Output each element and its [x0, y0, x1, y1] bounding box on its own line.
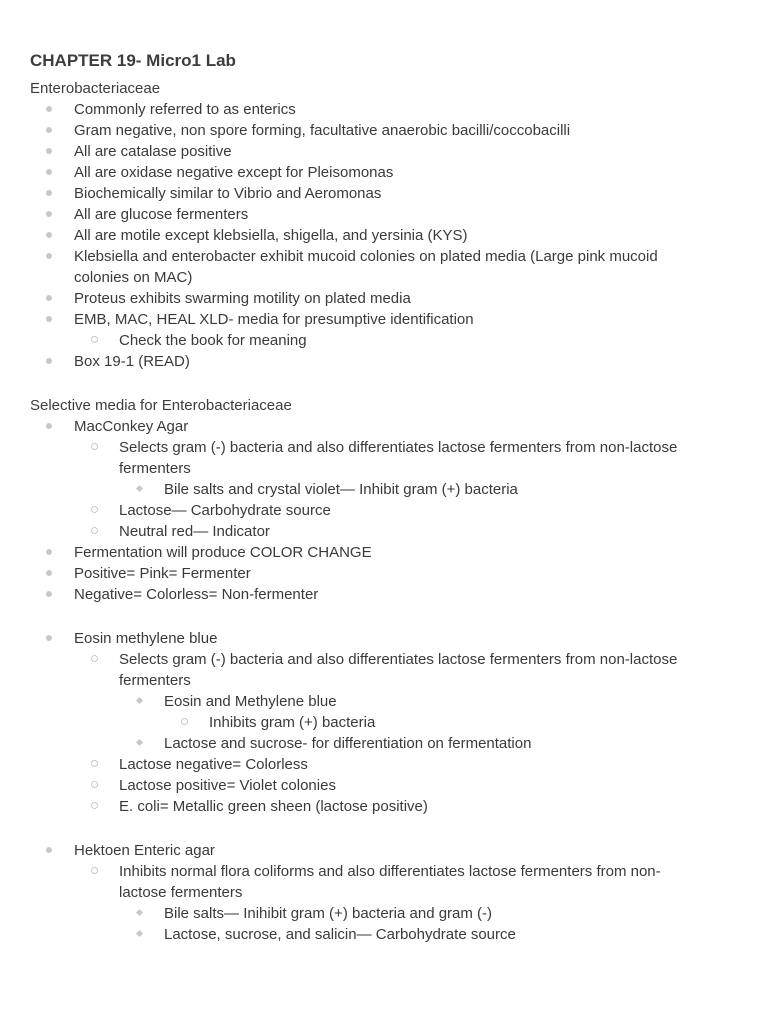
diamond-bullet-icon — [136, 739, 143, 746]
hollow-bullet-icon — [91, 336, 98, 343]
list-item: Klebsiella and enterobacter exhibit mucoid colonies on plated media (Large pink mucoid colonies on MAC) — [30, 246, 738, 288]
bullet-icon — [46, 211, 52, 217]
hollow-bullet-icon — [91, 655, 98, 662]
list-item: Gram negative, non spore forming, facultative anaerobic bacilli/coccobacilli — [30, 120, 738, 141]
bullet-icon — [46, 232, 52, 238]
list-item: All are glucose fermenters — [30, 204, 738, 225]
list-item-hektoen: Hektoen Enteric agar — [30, 840, 738, 861]
list-item-sub: Lactose positive= Violet colonies — [30, 775, 738, 796]
selective-media-list — [30, 416, 738, 605]
bullet-icon — [46, 169, 52, 175]
list-item: Negative= Colorless= Non-fermenter — [30, 584, 738, 605]
hollow-bullet-icon — [91, 781, 98, 788]
emb-list — [30, 628, 738, 817]
bullet-icon — [46, 253, 52, 259]
list-item-sub: Inhibits normal flora coliforms and also differentiates lactose fermenters from non-lactose fermenters — [30, 861, 738, 903]
list-item-sub: Lactose— Carbohydrate source — [30, 500, 738, 521]
list-item: All are motile except klebsiella, shigella, and yersinia (KYS) — [30, 225, 738, 246]
list-item-subsubsub: Inhibits gram (+) bacteria — [30, 712, 738, 733]
list-item: All are catalase positive — [30, 141, 738, 162]
list-item-subsub: Bile salts and crystal violet— Inhibit gram (+) bacteria — [30, 479, 738, 500]
hollow-bullet-icon — [91, 527, 98, 534]
diamond-bullet-icon — [136, 909, 143, 916]
note-title: CHAPTER 19- Micro1 Lab — [30, 51, 236, 70]
list-item: EMB, MAC, HEAL XLD- media for presumptive identification — [30, 309, 738, 330]
list-item-sub: Selects gram (-) bacteria and also differentiates lactose fermenters from non-lactose fermenters — [30, 437, 738, 479]
enterobacteriaceae-list — [30, 99, 738, 372]
hollow-bullet-icon — [91, 443, 98, 450]
bullet-icon — [46, 549, 52, 555]
diamond-bullet-icon — [136, 697, 143, 704]
list-item-sub: Selects gram (-) bacteria and also differentiates lactose fermenters from non-lactose fermenters — [30, 649, 738, 691]
bullet-icon — [46, 423, 52, 429]
list-item: Positive= Pink= Fermenter — [30, 563, 738, 584]
diamond-bullet-icon — [136, 930, 143, 937]
bullet-icon — [46, 127, 52, 133]
diamond-bullet-icon — [136, 485, 143, 492]
list-item-subsub: Eosin and Methylene blue — [30, 691, 738, 712]
hollow-bullet-icon — [91, 506, 98, 513]
bullet-icon — [46, 316, 52, 322]
list-item-sub: E. coli= Metallic green sheen (lactose positive) — [30, 796, 738, 817]
bullet-icon — [46, 106, 52, 112]
list-item-subsub: Bile salts— Inihibit gram (+) bacteria and gram (-) — [30, 903, 738, 924]
list-item-macconkey: MacConkey Agar — [30, 416, 738, 437]
bullet-icon — [46, 148, 52, 154]
hollow-bullet-icon — [91, 802, 98, 809]
list-item-sub: Lactose negative= Colorless — [30, 754, 738, 775]
hektoen-list — [30, 840, 738, 945]
list-item-subsub: Lactose, sucrose, and salicin— Carbohydrate source — [30, 924, 738, 945]
hollow-bullet-icon — [91, 760, 98, 767]
list-item: All are oxidase negative except for Pleisomonas — [30, 162, 738, 183]
list-item-subsub: Lactose and sucrose- for differentiation on fermentation — [30, 733, 738, 754]
list-item: Commonly referred to as enterics — [30, 99, 738, 120]
bullet-icon — [46, 635, 52, 641]
section-heading-selective-media: Selective media for Enterobacteriaceae — [30, 397, 292, 414]
list-item: Biochemically similar to Vibrio and Aeromonas — [30, 183, 738, 204]
list-item-emb: Eosin methylene blue — [30, 628, 738, 649]
bullet-icon — [46, 190, 52, 196]
list-item: Fermentation will produce COLOR CHANGE — [30, 542, 738, 563]
bullet-icon — [46, 847, 52, 853]
bullet-icon — [46, 358, 52, 364]
list-item: Proteus exhibits swarming motility on plated media — [30, 288, 738, 309]
list-item: Box 19-1 (READ) — [30, 351, 738, 372]
list-item-sub: Check the book for meaning — [30, 330, 738, 351]
hollow-bullet-icon — [91, 867, 98, 874]
bullet-icon — [46, 570, 52, 576]
bullet-icon — [46, 295, 52, 301]
list-item-sub: Neutral red— Indicator — [30, 521, 738, 542]
bullet-icon — [46, 591, 52, 597]
section-heading-enterobacteriaceae: Enterobacteriaceae — [30, 80, 161, 97]
hollow-bullet-icon — [181, 718, 188, 725]
